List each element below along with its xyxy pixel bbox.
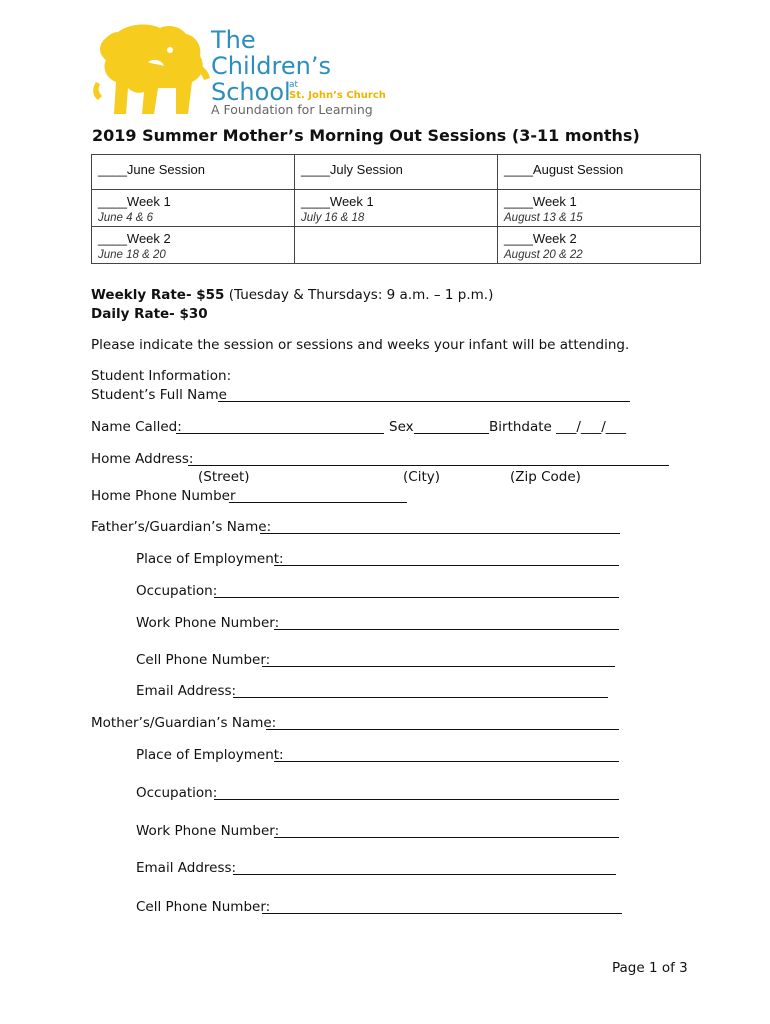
student-info-heading: Student Information: [91,368,232,384]
mother-occupation-field[interactable] [214,787,619,800]
mother-email-field[interactable] [233,862,616,875]
birthdate-label[interactable]: Birthdate ___/___/___ [489,419,626,435]
father-email-label: Email Address: [136,683,237,699]
july-week1-dates: July 16 & 18 [301,212,365,224]
august-week2-cell[interactable] [498,227,701,264]
weekly-rate-detail: (Tuesday & Thursdays: 9 a.m. – 1 p.m.) [224,287,494,303]
june-week2-dates: June 18 & 20 [98,249,166,261]
page-title: 2019 Summer Mother’s Morning Out Sessions (3-11 months) [92,126,640,145]
name-called-label: Name Called: [91,419,182,435]
home-phone-field[interactable] [229,490,407,503]
mother-name-label: Mother’s/Guardian’s Name: [91,715,277,731]
home-phone-label: Home Phone Number [91,488,236,504]
june-week1-label: ____Week 1 [98,194,171,209]
father-occupation-field[interactable] [214,585,619,598]
zip-caption: (Zip Code) [510,469,581,485]
student-full-name-label: Student’s Full Name [91,387,227,403]
father-occupation-label: Occupation: [136,583,218,599]
logo-tagline: A Foundation for Learning [211,102,373,117]
mother-email-label: Email Address: [136,860,237,876]
mother-employment-field[interactable] [274,749,619,762]
mother-employment-label: Place of Employment: [136,747,284,763]
father-work-phone-label: Work Phone Number: [136,615,280,631]
home-address-field[interactable] [188,453,669,466]
logo-at: at [289,80,299,90]
father-employment-label: Place of Employment: [136,551,284,567]
july-week1-label: ____Week 1 [301,194,374,209]
father-employment-field[interactable] [274,553,619,566]
sex-field[interactable] [414,421,489,434]
mother-cell-phone-label: Cell Phone Number: [136,899,271,915]
lion-icon [88,22,213,118]
instructions-text: Please indicate the session or sessions and weeks your infant will be attending. [91,337,630,353]
student-full-name-field[interactable] [218,389,630,402]
daily-rate-label: Daily Rate- $30 [91,306,208,322]
august-week2-dates: August 20 & 22 [504,249,583,261]
august-session-header[interactable]: ____August Session [498,155,701,190]
name-called-field[interactable] [176,421,384,434]
father-cell-phone-label: Cell Phone Number: [136,652,271,668]
sex-label: Sex [389,419,414,435]
june-week2-cell[interactable] [92,227,295,264]
home-address-label: Home Address: [91,451,194,467]
father-work-phone-field[interactable] [274,617,619,630]
mother-name-field[interactable] [266,717,619,730]
logo-line-childrens: Children’s [211,52,331,80]
sessions-table [91,154,701,264]
school-logo [88,22,388,118]
june-week1-cell[interactable] [92,190,295,227]
mother-work-phone-field[interactable] [274,825,619,838]
logo-line-school: School [211,78,291,106]
mother-cell-phone-field[interactable] [262,901,622,914]
august-week1-label: ____Week 1 [504,194,577,209]
father-cell-phone-field[interactable] [262,654,615,667]
july-session-header[interactable]: ____July Session [295,155,498,190]
august-week1-dates: August 13 & 15 [504,212,583,224]
mother-occupation-label: Occupation: [136,785,218,801]
mother-work-phone-label: Work Phone Number: [136,823,280,839]
logo-line-the: The [211,26,256,54]
page-number: Page 1 of 3 [612,960,688,976]
father-email-field[interactable] [233,685,608,698]
father-name-label: Father’s/Guardian’s Name: [91,519,272,535]
weekly-rate [91,287,493,303]
august-week2-label: ____Week 2 [504,231,577,246]
july-week2-cell-empty [295,227,498,264]
june-session-header[interactable]: ____June Session [92,155,295,190]
june-week1-dates: June 4 & 6 [98,212,153,224]
father-name-field[interactable] [260,521,620,534]
logo-church: St. John’s Church [289,90,386,101]
july-week1-cell[interactable] [295,190,498,227]
june-week2-label: ____Week 2 [98,231,171,246]
city-caption: (City) [403,469,440,485]
august-week1-cell[interactable] [498,190,701,227]
weekly-rate-label: Weekly Rate- $55 [91,287,225,303]
street-caption: (Street) [198,469,250,485]
